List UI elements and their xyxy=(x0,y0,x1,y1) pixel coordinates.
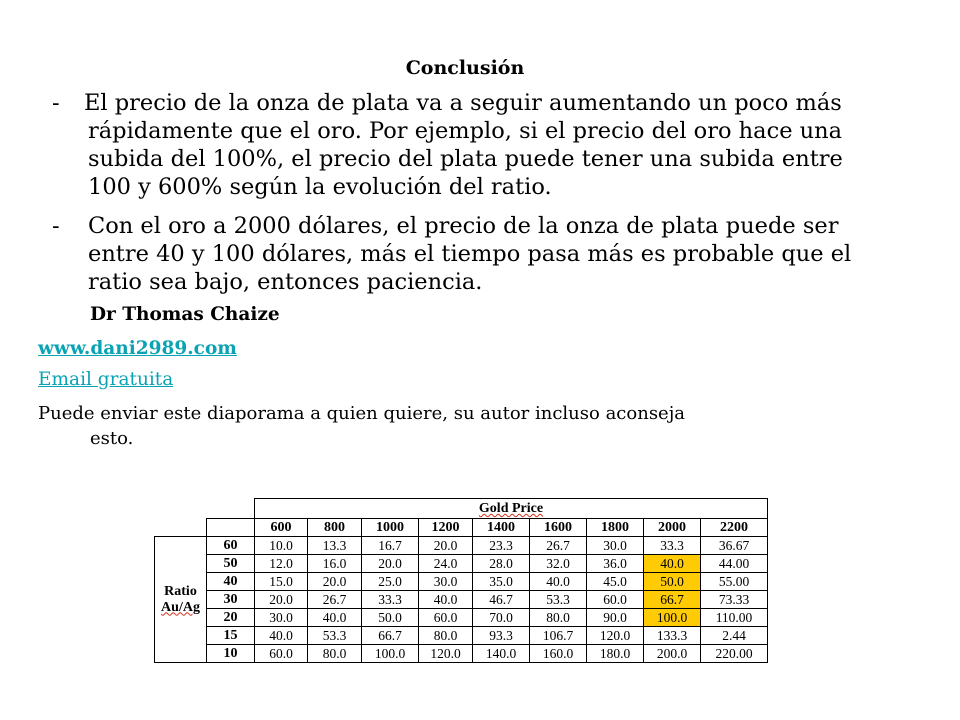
gold-price-column-header: 1000 xyxy=(362,519,419,537)
table-row xyxy=(155,555,768,573)
silver-price-cell: 40.0 xyxy=(644,555,701,573)
silver-price-cell: 90.0 xyxy=(587,609,644,627)
gold-price-column-header: 800 xyxy=(308,519,362,537)
empty-corner xyxy=(155,499,255,519)
silver-price-cell: 80.0 xyxy=(308,645,362,663)
gold-price-header xyxy=(255,499,768,519)
bullet-dash: - xyxy=(52,90,60,116)
ratio-label-line-1: Ratio xyxy=(164,583,197,599)
table-row xyxy=(155,537,768,555)
ratio-value-cell: 10 xyxy=(207,645,255,663)
silver-price-cell: 120.0 xyxy=(587,627,644,645)
silver-price-cell: 180.0 xyxy=(587,645,644,663)
silver-price-cell: 60.0 xyxy=(255,645,308,663)
ratio-row-header xyxy=(155,537,207,663)
silver-price-cell: 2.44 xyxy=(701,627,768,645)
silver-price-cell: 10.0 xyxy=(255,537,308,555)
silver-price-cell: 20.0 xyxy=(419,537,473,555)
table-row xyxy=(155,609,768,627)
gold-price-column-header: 2000 xyxy=(644,519,701,537)
email-link[interactable]: Email gratuita xyxy=(38,369,174,390)
silver-price-cell: 100.0 xyxy=(644,609,701,627)
ratio-label-line-2-text: Au/Ag xyxy=(161,599,200,615)
gold-price-column-header: 1800 xyxy=(587,519,644,537)
silver-price-cell: 55.00 xyxy=(701,573,768,591)
silver-price-cell: 46.7 xyxy=(473,591,530,609)
silver-price-cell: 80.0 xyxy=(530,609,587,627)
silver-price-cell: 140.0 xyxy=(473,645,530,663)
bullet-1 xyxy=(52,89,892,201)
author-name: Dr Thomas Chaize xyxy=(90,304,280,325)
silver-price-cell: 15.0 xyxy=(255,573,308,591)
bullet-dash: - xyxy=(52,213,60,239)
table-row xyxy=(155,627,768,645)
silver-price-cell: 40.0 xyxy=(255,627,308,645)
bullet-text: Con el oro a 2000 dólares, el precio de la onza de plata puede ser entre 40 y 100 dólares, más el tiempo pasa más es probable que el ratio sea bajo, entonces paciencia. xyxy=(88,213,852,295)
silver-price-cell: 50.0 xyxy=(644,573,701,591)
silver-price-cell: 80.0 xyxy=(419,627,473,645)
silver-price-cell: 33.3 xyxy=(644,537,701,555)
silver-price-cell: 100.0 xyxy=(362,645,419,663)
ratio-value-cell: 60 xyxy=(207,537,255,555)
silver-price-cell: 60.0 xyxy=(419,609,473,627)
share-note xyxy=(38,401,858,451)
silver-price-cell: 120.0 xyxy=(419,645,473,663)
ratio-value-cell: 20 xyxy=(207,609,255,627)
empty-corner-cell xyxy=(155,519,207,537)
silver-price-cell: 66.7 xyxy=(362,627,419,645)
ratio-value-cell: 40 xyxy=(207,573,255,591)
ratio-value-cell: 30 xyxy=(207,591,255,609)
silver-price-cell: 30.0 xyxy=(587,537,644,555)
silver-price-cell: 70.0 xyxy=(473,609,530,627)
silver-price-cell: 23.3 xyxy=(473,537,530,555)
empty-header-cell xyxy=(207,519,255,537)
silver-price-cell: 30.0 xyxy=(255,609,308,627)
gold-silver-price-table xyxy=(154,498,768,663)
silver-price-cell: 32.0 xyxy=(530,555,587,573)
silver-price-cell: 35.0 xyxy=(473,573,530,591)
gold-price-column-header: 2200 xyxy=(701,519,768,537)
silver-price-cell: 25.0 xyxy=(362,573,419,591)
silver-price-cell: 33.3 xyxy=(362,591,419,609)
table-row xyxy=(155,645,768,663)
silver-price-cell: 93.3 xyxy=(473,627,530,645)
gold-price-column-header: 600 xyxy=(255,519,308,537)
silver-price-cell: 44.00 xyxy=(701,555,768,573)
silver-price-cell: 26.7 xyxy=(308,591,362,609)
gold-price-column-header: 1200 xyxy=(419,519,473,537)
silver-price-cell: 20.0 xyxy=(362,555,419,573)
silver-price-cell: 66.7 xyxy=(644,591,701,609)
silver-price-cell: 16.0 xyxy=(308,555,362,573)
silver-price-cell: 36.67 xyxy=(701,537,768,555)
table-row xyxy=(155,573,768,591)
silver-price-cell: 73.33 xyxy=(701,591,768,609)
silver-price-cell: 40.0 xyxy=(530,573,587,591)
website-link[interactable]: www.dani2989.com xyxy=(38,338,237,359)
silver-price-cell: 60.0 xyxy=(587,591,644,609)
silver-price-cell: 110.00 xyxy=(701,609,768,627)
note-line-1: Puede enviar este diaporama a quien quiere, su autor incluso aconseja xyxy=(38,403,686,424)
silver-price-cell: 160.0 xyxy=(530,645,587,663)
bullet-text: El precio de la onza de plata va a seguir aumentando un poco más rápidamente que el oro. Por ejemplo, si el precio del oro hace una subida del 100%, el precio del plata puede tener una subida entre 100 y 600% según la evolución del ratio. xyxy=(84,90,843,200)
silver-price-cell: 200.0 xyxy=(644,645,701,663)
silver-price-cell: 12.0 xyxy=(255,555,308,573)
silver-price-cell: 220.00 xyxy=(701,645,768,663)
silver-price-cell: 28.0 xyxy=(473,555,530,573)
silver-price-cell: 36.0 xyxy=(587,555,644,573)
silver-price-cell: 24.0 xyxy=(419,555,473,573)
silver-price-cell: 53.3 xyxy=(530,591,587,609)
silver-price-cell: 40.0 xyxy=(419,591,473,609)
silver-price-cell: 20.0 xyxy=(255,591,308,609)
silver-price-cell: 26.7 xyxy=(530,537,587,555)
ratio-value-cell: 50 xyxy=(207,555,255,573)
silver-price-cell: 106.7 xyxy=(530,627,587,645)
gold-price-column-header: 1600 xyxy=(530,519,587,537)
silver-price-cell: 30.0 xyxy=(419,573,473,591)
bullet-2 xyxy=(52,212,892,296)
slide-title: Conclusión xyxy=(405,57,525,79)
silver-price-cell: 40.0 xyxy=(308,609,362,627)
gold-price-header-text: Gold Price xyxy=(478,501,544,516)
silver-price-cell: 16.7 xyxy=(362,537,419,555)
gold-price-column-header: 1400 xyxy=(473,519,530,537)
silver-price-cell: 133.3 xyxy=(644,627,701,645)
ratio-value-cell: 15 xyxy=(207,627,255,645)
silver-price-cell: 20.0 xyxy=(308,573,362,591)
table-row xyxy=(155,591,768,609)
silver-price-cell: 45.0 xyxy=(587,573,644,591)
silver-price-cell: 53.3 xyxy=(308,627,362,645)
ratio-label-line-2 xyxy=(155,600,206,616)
silver-price-cell: 13.3 xyxy=(308,537,362,555)
note-line-2: esto. xyxy=(90,428,134,449)
silver-price-cell: 50.0 xyxy=(362,609,419,627)
